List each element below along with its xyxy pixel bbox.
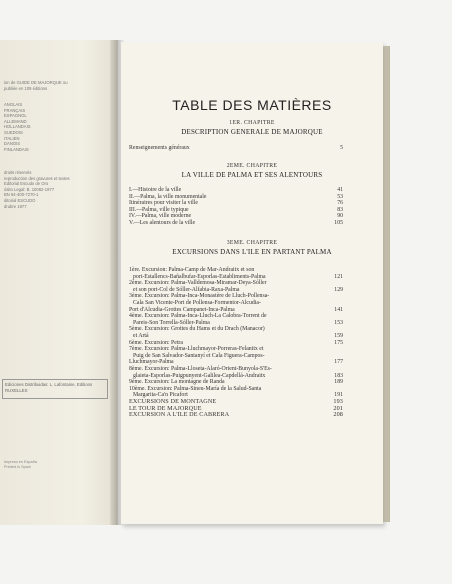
entry-text: II.—Palma, la ville monumentale [129, 193, 207, 200]
entry-text: Port d'Alcudia-Grottes Campanet-Inca-Palma [129, 306, 235, 313]
toc-entry [129, 386, 343, 399]
toc-page [121, 42, 383, 524]
entry-text: 1ère. Excursion: Palma-Camp de Mar-Andraitx et son [129, 267, 255, 273]
left-page [0, 40, 118, 525]
entry-text: Lluchmayor-Palma [129, 359, 174, 366]
toc-entry [129, 326, 343, 339]
entry-page-number: 121 [334, 273, 343, 280]
entry-text: 6ème. Excursion: Petra [129, 339, 183, 346]
language-item: FRANÇAIS [4, 107, 26, 113]
entry-text: 7ème. Excursion: Palma-Lluchmayor-Porreras-Felanitx et [129, 346, 264, 353]
chapter-title: DESCRIPTION GENERALE DE MAJORQUE [181, 128, 323, 136]
entry-text: 9ème. Excursion: La montagne de Randa [129, 379, 225, 386]
toc-entry [129, 366, 343, 379]
left-line: droits réservés [4, 170, 32, 175]
entry-text-continued: Pareis-Son Torrella-Sóller-Palma [133, 319, 210, 326]
language-item: ALLEMAND [4, 118, 27, 124]
left-line: Editorial Escudo de Oro [4, 181, 49, 187]
toc-entry [129, 313, 343, 326]
toc-entry [129, 187, 343, 194]
entry-text: III.—Palma, ville typique [129, 206, 189, 213]
language-item: ANGLAIS [4, 102, 23, 107]
distributor-line: Ediciones Distribuidas: L. Lafontaine, Editions [5, 382, 93, 387]
page-title: TABLE DES MATIÈRES [172, 97, 332, 113]
left-line: publiée en 109 éditions [4, 85, 48, 91]
left-line: drubre 1977 [4, 203, 27, 209]
entry-page-number: 153 [334, 319, 343, 326]
toc-entry [129, 267, 343, 280]
entry-page-number: 141 [334, 306, 343, 313]
toc-entry [129, 346, 343, 359]
toc-entry [129, 340, 343, 347]
entry-text-continued: Puig de San Salvador-Santanyí et Cala Figuera-Campos- [133, 352, 265, 359]
entry-page-number: 177 [334, 359, 343, 366]
entry-text: 10ème. Excursion: Palma-Sineu-María de la Salud-Santa [129, 385, 262, 392]
language-item: FINLANDAIS [4, 146, 29, 152]
entry-text: I.—Histoire de la ville [129, 187, 182, 193]
left-line: ion de GUIDE DE MAJORQUE ou [4, 80, 68, 85]
left-page-languages [4, 102, 31, 152]
entry-page-number: 191 [334, 392, 343, 399]
entry-page-number: 105 [334, 220, 343, 226]
language-item: HOLLANDAIS [4, 124, 31, 130]
entry-text: V.—Les alentours de la ville [129, 220, 196, 226]
chapter-title: LA VILLE DE PALMA ET SES ALENTOURS [181, 171, 323, 179]
entry-page-number: 175 [334, 339, 343, 346]
entry-page-number: 129 [334, 286, 343, 293]
entry-text-continued: Margarita-Ca'n Picafort [133, 392, 188, 399]
toc-entry [129, 293, 343, 306]
left-page-copyright [4, 170, 70, 209]
entry-page-number: 208 [333, 411, 343, 419]
toc-entry [129, 379, 343, 386]
toc-entry [129, 412, 343, 419]
entry-text: EXCURSION A L'ILE DE CABRERA [129, 411, 230, 419]
entry-page-number: 201 [333, 404, 343, 412]
language-item: ITALIEN [4, 135, 20, 141]
entry-page-number: 183 [334, 372, 343, 379]
entry-page-number: 193 [333, 398, 343, 405]
toc-entry [129, 200, 343, 207]
entry-text-continued: port-Estallencs-Bañalbufar-Esporlas-Establiments-Palma [133, 273, 266, 280]
entry-page-number: 159 [334, 332, 343, 339]
left-line: reproduction des gravures et textes [4, 175, 70, 181]
entry-text: 3ème. Excursion: Palma-Inca-Monastère de Lluch-Pollensa- [129, 293, 270, 300]
chapter-label: 3EME. CHAPITRE [226, 240, 278, 246]
chapter-title: EXCURSIONS DANS L'ILE EN PARTANT PALMA [172, 248, 332, 256]
language-item: SUEDOIS [4, 129, 23, 135]
left-line: BN 84-400-7270-1 [4, 192, 39, 198]
entry-page-number: 41 [337, 187, 343, 193]
toc-entry [129, 194, 343, 201]
entry-text: 5ème. Excursion: Grottes du Hams et du Drach (Manacor) [129, 326, 265, 333]
entry-text: Renseignements généraux [129, 145, 190, 151]
chapter-label: 2EME. CHAPITRE [226, 163, 278, 169]
entry-text-continued: et son port-Col de Sóller-Alfabia-Raxa-Palma [133, 286, 240, 293]
entry-page-number: 76 [337, 200, 343, 207]
entry-text-continued: glaieta-Esporlas-Puigpunyent-Galilea-Capdellá-Andraitx [133, 372, 266, 379]
chapter-label: 1ER. CHAPITRE [229, 120, 275, 126]
entry-text-continued: et Artá [133, 332, 149, 339]
entry-page-number: 5 [340, 145, 343, 151]
language-item: ESPAGNOL [4, 113, 27, 119]
entry-page-number: 189 [334, 379, 343, 386]
toc-entry [129, 207, 343, 214]
toc-entry [129, 359, 343, 366]
entry-text-continued: Cala San Vicente-Port de Pollensa-Formentor-Alcudia- [133, 299, 261, 306]
entry-text: Itinéraires pour visiter la ville [129, 200, 198, 207]
entry-text: IV.—Palma, ville moderne [129, 213, 192, 220]
distributor-line: RUXELLES [5, 387, 28, 393]
distributor-box [2, 379, 108, 399]
left-line: ditorial ESCUDO [4, 197, 36, 203]
entry-page-number: 90 [337, 213, 343, 220]
entry-page-number: 83 [337, 206, 343, 213]
entry-page-number: 53 [337, 193, 343, 200]
left-line: Printed in Spain [4, 465, 31, 469]
entry-text: 8ème. Excursion: Palma-Lloseta-Alaró-Orient-Bunyola-S'Es- [129, 366, 272, 372]
entry-text: EXCURSIONS DE MONTAGNE [129, 398, 217, 405]
left-page-header [4, 80, 68, 91]
language-item: DANOIS [4, 141, 21, 147]
page-edge [383, 46, 390, 522]
left-line: ósito Legal: B. 10082-1977 [4, 186, 55, 192]
toc-entry [129, 145, 343, 152]
entry-text: 2ème. Excursion: Palma-Valldemosa-Miramar-Deya-Sóller [129, 280, 267, 287]
left-line: Impreso en España [4, 460, 37, 464]
left-page-footer [4, 460, 37, 470]
entry-text: LE TOUR DE MAJORQUE [129, 404, 202, 412]
toc-entry [129, 220, 343, 227]
toc-entry [129, 307, 343, 314]
entry-text: 4ème. Excursion: Palma-Inca-Lluch-La Calobra-Torrent de [129, 313, 267, 320]
toc-entry [129, 213, 343, 220]
toc-entry [129, 280, 343, 293]
